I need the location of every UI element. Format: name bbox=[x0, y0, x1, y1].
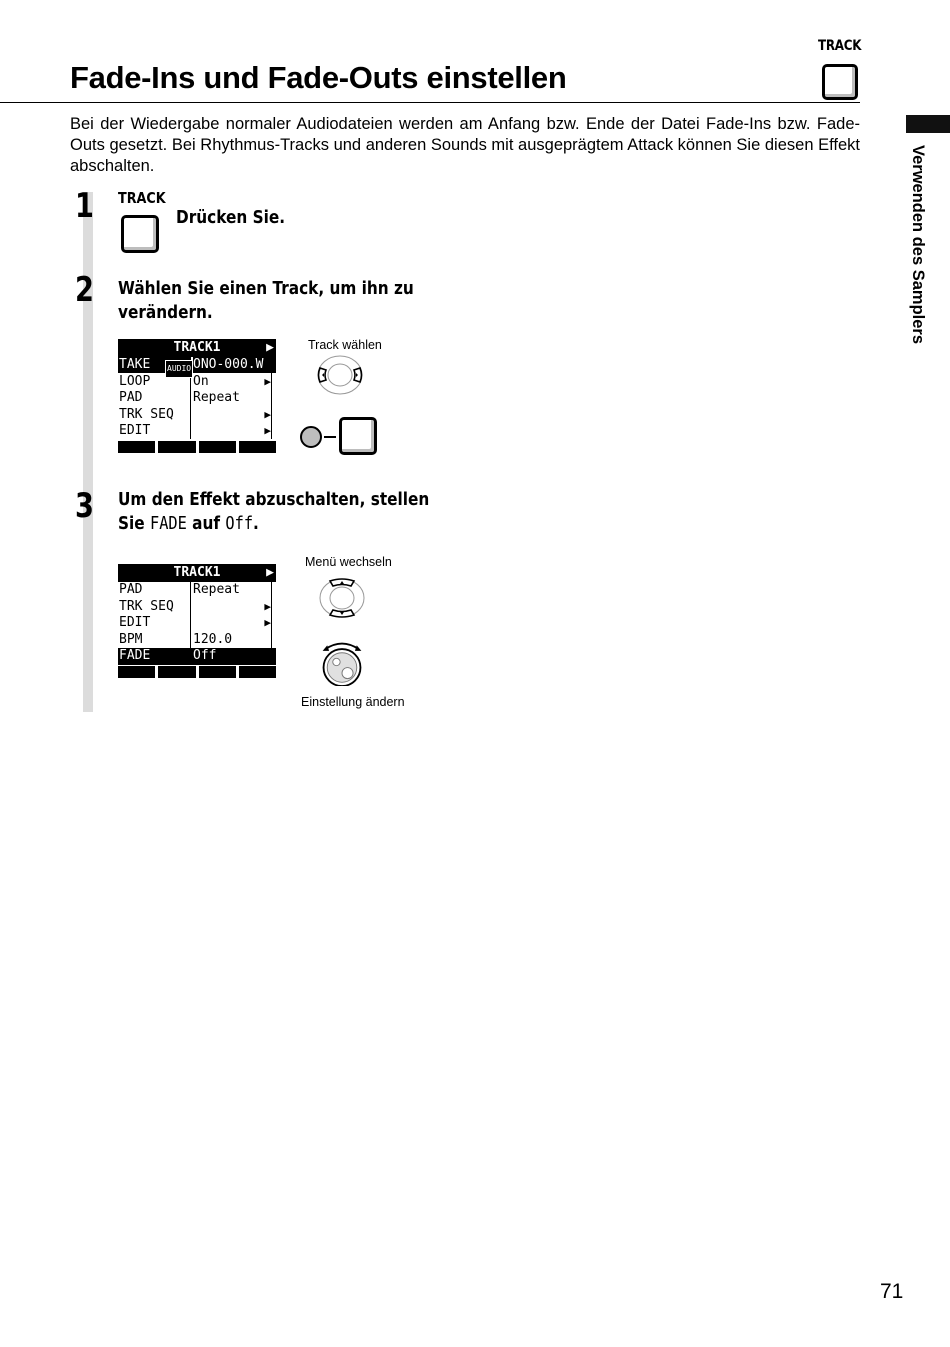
arrow-right-icon: ▶ bbox=[264, 599, 271, 613]
lcd-row bbox=[118, 374, 276, 391]
lcd-key: LOOP bbox=[119, 373, 151, 389]
lcd-row bbox=[118, 390, 276, 407]
dpad-up-down-icon bbox=[318, 577, 366, 619]
track-button-icon bbox=[339, 417, 377, 455]
step3-text-sie: Sie bbox=[118, 513, 145, 534]
step-number-2: 2 bbox=[75, 270, 94, 310]
rotary-dial-icon bbox=[318, 638, 366, 686]
arrow-right-icon: ▶ bbox=[264, 616, 271, 629]
lcd-value: Repeat bbox=[193, 390, 240, 405]
lcd-key: EDIT bbox=[119, 615, 151, 630]
step2-text-line1: Wählen Sie einen Track, um ihn zu bbox=[118, 278, 414, 299]
arrow-right-icon: ▶ bbox=[264, 424, 271, 437]
lcd-value: On bbox=[193, 373, 209, 389]
side-tab-label: Verwenden des Samplers bbox=[909, 145, 927, 345]
lcd-row-selected bbox=[118, 648, 276, 665]
lcd-row bbox=[118, 582, 276, 599]
lcd-row bbox=[118, 599, 276, 616]
caption-change-setting: Einstellung ändern bbox=[301, 695, 405, 709]
step3-period: . bbox=[253, 513, 259, 534]
lcd-value: 120.0 bbox=[193, 631, 233, 647]
track-button-icon bbox=[822, 64, 858, 100]
lcd-row bbox=[118, 357, 276, 374]
track-button-label: TRACK bbox=[818, 38, 862, 54]
param-fade: FADE bbox=[149, 513, 187, 534]
step3-text-line2 bbox=[118, 512, 259, 536]
caption-menu-switch: Menü wechseln bbox=[305, 555, 392, 569]
lcd-value: Repeat bbox=[193, 582, 240, 597]
arrow-right-icon: ▶ bbox=[266, 565, 274, 580]
lcd-row bbox=[118, 423, 276, 440]
step3-text-auf: auf bbox=[192, 513, 221, 534]
page-number: 71 bbox=[880, 1280, 904, 1303]
arrow-right-icon: ▶ bbox=[264, 407, 271, 421]
track-button-icon bbox=[121, 215, 159, 253]
lcd-key: BPM bbox=[119, 631, 143, 647]
dpad-left-right-icon bbox=[316, 354, 364, 396]
lcd-function-bar bbox=[118, 666, 276, 678]
lcd-title-bar bbox=[118, 564, 276, 582]
lcd-key: TRK SEQ bbox=[119, 406, 174, 422]
led-indicator-icon bbox=[300, 426, 322, 448]
lcd-title: TRACK1 bbox=[173, 340, 221, 355]
title-rule bbox=[0, 102, 860, 103]
step-number-3: 3 bbox=[75, 486, 94, 526]
lcd-title: TRACK1 bbox=[173, 565, 221, 580]
arrow-right-icon: ▶ bbox=[266, 340, 274, 355]
lcd-key: TRK SEQ bbox=[119, 598, 174, 614]
lcd-title-bar bbox=[118, 339, 276, 357]
lcd-key: PAD bbox=[119, 390, 143, 405]
step2-text-line2: verändern. bbox=[118, 302, 213, 323]
arrow-right-icon: ▶ bbox=[264, 374, 271, 388]
step-number-1: 1 bbox=[75, 186, 94, 226]
caption-track-select: Track wählen bbox=[308, 338, 382, 352]
page-title: Fade-Ins und Fade-Outs einstellen bbox=[70, 60, 567, 95]
step1-track-label: TRACK bbox=[118, 189, 166, 207]
lcd-row bbox=[118, 632, 276, 649]
lcd-row bbox=[118, 407, 276, 424]
lcd-key: EDIT bbox=[119, 423, 151, 438]
lcd-value: ONO-000.W bbox=[193, 357, 276, 373]
intro-paragraph: Bei der Wiedergabe normaler Audiodateien werden am Anfang bzw. Ende der Datei Fade-Ins bzw. Fade-Outs gesetzt. Bei Rhythmus-Tracks und anderen Sounds mit ausgeprägtem Attack können Sie diesen Effekt abschalten. bbox=[70, 115, 860, 175]
lcd-key: TAKE bbox=[118, 357, 190, 373]
lcd-screen-step3 bbox=[118, 564, 276, 678]
lcd-value: Off bbox=[193, 648, 217, 663]
step3-text-line1: Um den Effekt abzuschalten, stellen bbox=[118, 489, 430, 510]
lcd-function-bar bbox=[118, 441, 276, 453]
lcd-key: FADE bbox=[119, 648, 151, 663]
value-off: Off bbox=[225, 513, 254, 534]
audio-tag: AUDIO bbox=[165, 360, 193, 378]
side-tab-marker bbox=[906, 115, 950, 133]
step1-text: Drücken Sie. bbox=[176, 207, 286, 228]
lcd-key: PAD bbox=[119, 582, 143, 597]
lcd-screen-step2 bbox=[118, 339, 276, 453]
lcd-row bbox=[118, 615, 276, 632]
connector-line bbox=[324, 436, 336, 438]
